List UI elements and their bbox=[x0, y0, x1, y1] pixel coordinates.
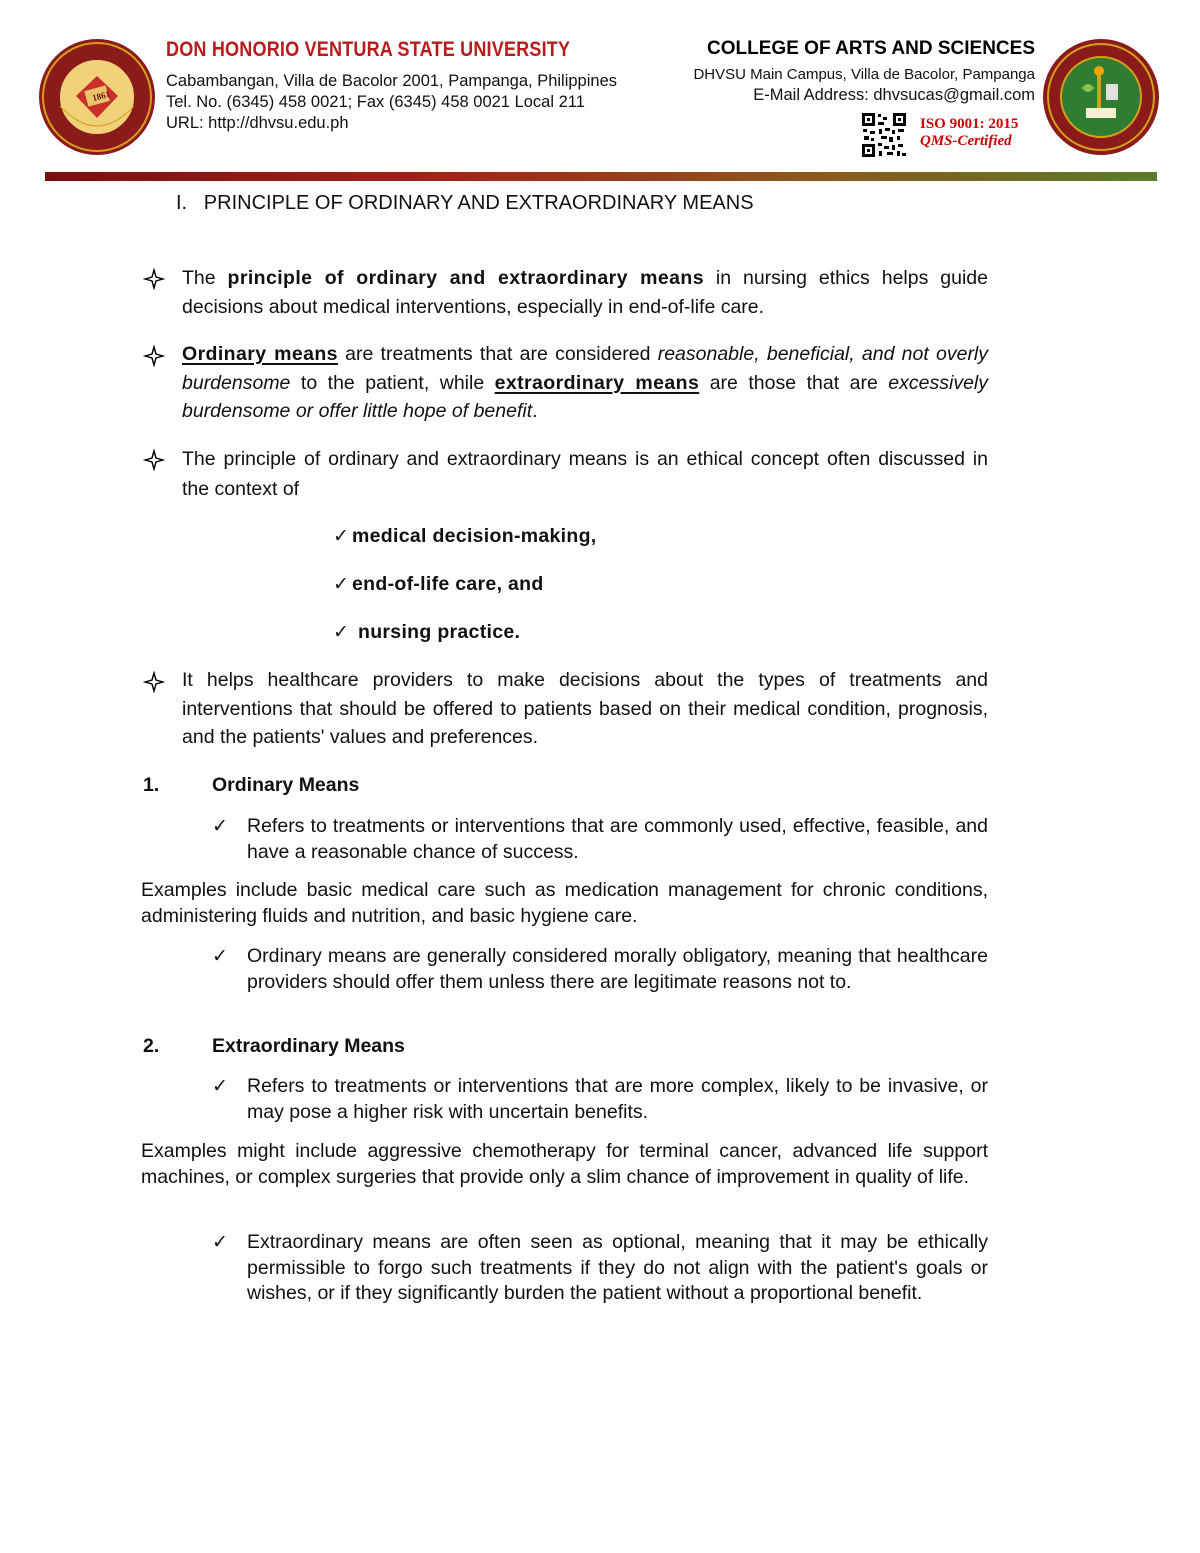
intro-bold-term: principle of ordinary and extraordinary means bbox=[227, 267, 704, 289]
university-seal-logo bbox=[38, 38, 156, 156]
section-2-examples: Examples might include aggressive chemotherapy for terminal cancer, advanced life support machines, or complex surgeries that provide only a slim chance of improvement in quality of life. bbox=[141, 1140, 988, 1188]
letterhead bbox=[0, 0, 1200, 190]
iso-line-1: ISO 9001: 2015 bbox=[920, 116, 1019, 132]
iso-line-2: QMS-Certified bbox=[920, 133, 1012, 149]
checklist-item: medical decision-making, bbox=[352, 525, 597, 547]
check-icon: ✓ bbox=[333, 574, 349, 595]
qr-code-icon bbox=[861, 112, 907, 158]
def-italic-1: reasonable, beneficial, and not overly burdensome bbox=[182, 343, 989, 394]
diamond-bullet-icon bbox=[143, 345, 165, 367]
def-italic-2: excessively burdensome or offer little hope of benefit bbox=[182, 371, 988, 422]
section-2-item-2: Extraordinary means are often seen as optional, meaning that it may be ethically permissible to forgo such treatments if they do not align with the patient's goals or wishes, or if they significantly burden the patient without a proportional benefit. bbox=[247, 1231, 988, 1304]
page-title: I. PRINCIPLE OF ORDINARY AND EXTRAORDINARY MEANS bbox=[176, 192, 754, 214]
paragraph-context: The principle of ordinary and extraordinary means is an ethical concept often discussed in the context of bbox=[182, 448, 988, 500]
university-phone: Tel. No. (6345) 458 0021; Fax (6345) 458 0021 Local 211 bbox=[166, 93, 585, 111]
intro-text-2: in nursing ethics helps guide decisions about medical interventions, especially in end-of-life care. bbox=[182, 267, 988, 318]
section-2-item-1: Refers to treatments or interventions that are more complex, likely to be invasive, or may pose a higher risk with uncertain benefits. bbox=[247, 1075, 988, 1123]
seal-year: 1861 bbox=[91, 88, 112, 104]
def-text-3: are those that are bbox=[699, 371, 889, 394]
header-divider bbox=[45, 172, 1157, 181]
university-url[interactable]: URL: http://dhvsu.edu.ph bbox=[166, 114, 349, 132]
checklist-item: nursing practice. bbox=[358, 621, 521, 643]
college-name: COLLEGE OF ARTS AND SCIENCES bbox=[707, 38, 1035, 59]
diamond-bullet-icon bbox=[143, 449, 165, 471]
college-email[interactable]: E-Mail Address: dhvsucas@gmail.com bbox=[753, 86, 1035, 104]
checklist-item: end-of-life care, and bbox=[352, 573, 544, 595]
check-icon: ✓ bbox=[212, 1232, 228, 1253]
university-address: Cabambangan, Villa de Bacolor 2001, Pampanga, Philippines bbox=[166, 72, 618, 90]
section-1-item-1: Refers to treatments or interventions that are commonly used, effective, feasible, and have a reasonable chance of success. bbox=[247, 815, 988, 863]
term-ordinary-means: Ordinary means bbox=[182, 343, 338, 365]
def-text-4: . bbox=[532, 400, 538, 422]
section-1-title: Ordinary Means bbox=[212, 774, 360, 796]
section-1-number: 1. bbox=[143, 774, 160, 796]
paragraph-purpose: It helps healthcare providers to make decisions about the types of treatments and interventions that should be offered to patients based on their medical condition, prognosis, and the patients' values and preferences. bbox=[182, 669, 988, 748]
diamond-bullet-icon bbox=[143, 268, 165, 290]
paragraph-intro bbox=[182, 264, 988, 321]
check-icon: ✓ bbox=[212, 946, 228, 967]
section-1-examples: Examples include basic medical care such as medication management for chronic conditions, administering fluids and nutrition, and basic hygiene care. bbox=[141, 879, 988, 927]
def-text-1: are treatments that are considered bbox=[337, 343, 658, 365]
diamond-bullet-icon bbox=[143, 671, 165, 693]
section-2-number: 2. bbox=[143, 1035, 160, 1057]
college-campus: DHVSU Main Campus, Villa de Bacolor, Pampanga bbox=[693, 66, 1035, 83]
check-icon: ✓ bbox=[212, 1076, 228, 1097]
iso-certification bbox=[920, 116, 1018, 150]
def-text-2: to the patient, while bbox=[290, 371, 495, 394]
intro-text-1: The bbox=[182, 267, 228, 289]
check-icon: ✓ bbox=[333, 526, 349, 547]
section-2-title: Extraordinary Means bbox=[212, 1035, 405, 1057]
check-icon: ✓ bbox=[333, 622, 349, 643]
check-icon: ✓ bbox=[212, 816, 228, 837]
term-extraordinary-means: extraordinary means bbox=[494, 371, 700, 394]
college-seal-logo bbox=[1042, 38, 1160, 156]
university-name: DON HONORIO VENTURA STATE UNIVERSITY bbox=[166, 38, 571, 61]
section-1-item-2: Ordinary means are generally considered morally obligatory, meaning that healthcare providers should offer them unless there are legitimate reasons not to. bbox=[247, 945, 988, 993]
paragraph-definitions bbox=[182, 340, 988, 426]
